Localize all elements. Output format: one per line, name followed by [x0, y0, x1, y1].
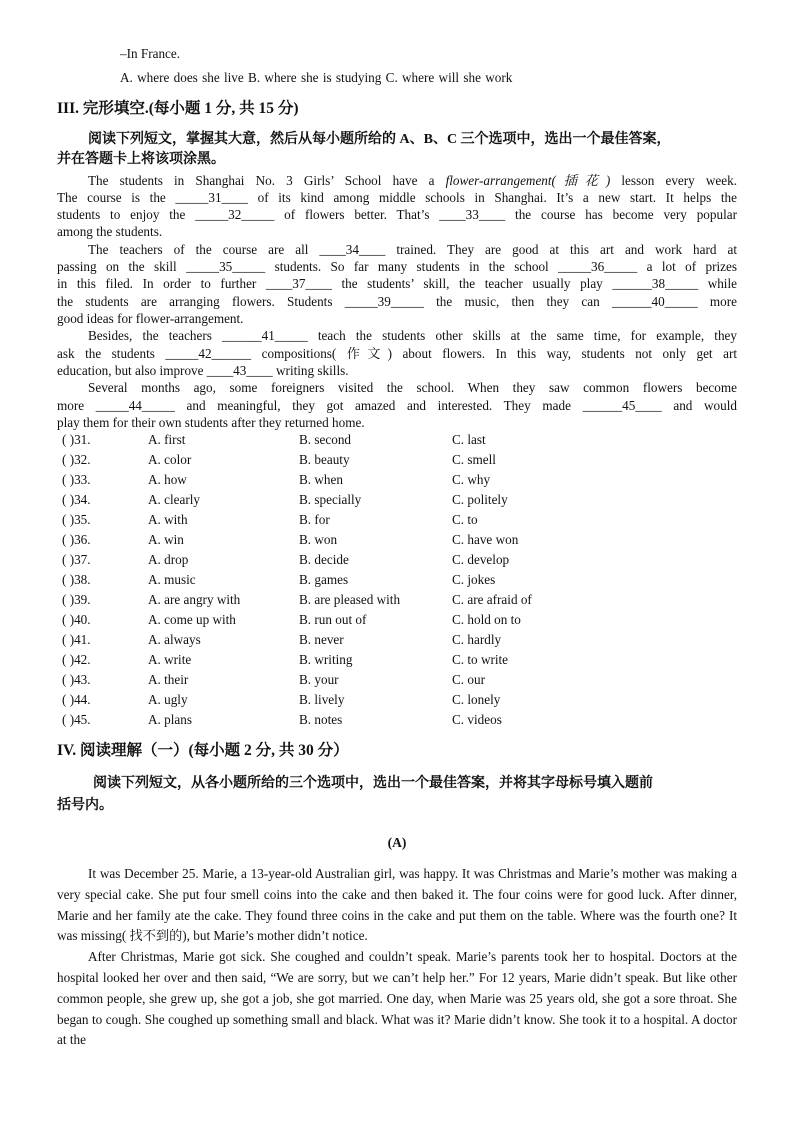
reading-passage	[57, 864, 737, 1051]
option-b: B. when	[299, 472, 343, 487]
option-c: C. have won	[452, 532, 519, 547]
question-row	[62, 490, 762, 510]
option-a: A. with	[148, 512, 188, 527]
option-b: B. run out of	[299, 612, 367, 627]
paragraph-2: After Christmas, Marie got sick. She coughed and couldn’t speak. Marie’s parents took her to hospital. Doctors at the hospital looked her over and then said, “We are sorry, but we can’t help her.” For 12 years, Marie didn’t speak. But like other common people, she grew up, she got a job, she got married. One day, when Marie was 25 years old, she got a sore throat. She began to cough. She coughed up something small and black. What was it? Marie didn’t know. She took it to a hospital. A doctor at the	[57, 949, 737, 1048]
option-c: C. last	[452, 432, 486, 447]
section-4-instruction-1: 阅读下列短文，从各小题所给的三个选项中，选出一个最佳答案，并将其字母标号填入题前	[93, 776, 653, 791]
option-c: C. our	[452, 672, 485, 687]
question-number[interactable]: ( )41.	[62, 632, 91, 647]
option-c: C. are afraid of	[452, 592, 532, 607]
passage-line: among the students.	[57, 224, 163, 239]
option-c: C. why	[452, 472, 491, 487]
option-c: C. hardly	[452, 632, 502, 647]
passage-italic-term: flower-arrangement(插花)	[445, 173, 611, 188]
question-row	[62, 690, 762, 710]
option-b: B. your	[299, 672, 339, 687]
question-row	[62, 510, 762, 530]
passage-line: Besides, the teachers ______41_____ teach the students other skills at the same time, for example, they	[88, 328, 737, 343]
option-a: A. ugly	[148, 692, 188, 707]
option-b: B. decide	[299, 552, 349, 567]
question-row	[62, 650, 762, 670]
option-a: A. are angry with	[148, 592, 241, 607]
option-c: C. develop	[452, 552, 510, 567]
question-number[interactable]: ( )42.	[62, 652, 91, 667]
option-a: A. come up with	[148, 612, 236, 627]
option-b: B. games	[299, 572, 349, 587]
passage-line: ask the students _____42______ compositions( 作文) about flowers. In this way, students not only get art	[57, 346, 737, 361]
question-number[interactable]: ( )36.	[62, 532, 91, 547]
question-number[interactable]: ( )37.	[62, 552, 91, 567]
passage-line: in this filed. In order to further ____37____ the students’ skill, the teacher usually play ______38_____ while	[57, 276, 737, 291]
option-a: A. clearly	[148, 492, 200, 507]
option-a: A. how	[148, 472, 187, 487]
paragraph-1: It was December 25. Marie, a 13-year-old Australian girl, was happy. It was Christmas and Marie’s mother was making a very special cake. She put four smell coins into the cake and then baked it. The four coins were for good luck. After dinner, Marie and her family ate the cake. They found three coins in the cake and put them on the table. Where was the fourth one? It was missing( 找不到的), but Marie’s mother didn’t notice.	[57, 866, 737, 944]
passage-line: The course is the _____31____ of its kind among middle schools in Shanghai. It’s a new start. It helps the	[57, 190, 737, 205]
passage-line: education, but also improve ____43____ writing skills.	[57, 363, 349, 378]
question-number[interactable]: ( )34.	[62, 492, 91, 507]
passage-text: lesson every week.	[610, 173, 738, 188]
option-c: C. videos	[452, 712, 502, 727]
question-number[interactable]: ( )38.	[62, 572, 91, 587]
question-row	[62, 710, 762, 730]
question-number[interactable]: ( )35.	[62, 512, 91, 527]
section-3-heading: III. 完形填空.(每小题 1 分, 共 15 分)	[57, 100, 299, 117]
passage-line: students to enjoy the _____32_____ of flowers better. That’s ____33____ the course has become very popular	[57, 207, 737, 222]
option-b: B. for	[299, 512, 330, 527]
question-row	[62, 670, 762, 690]
question-row	[62, 550, 762, 570]
section-3-instruction-1: 阅读下列短文，掌握其大意，然后从每小题所给的 A、B、C 三个选项中，选出一个最佳答案，	[88, 132, 671, 147]
option-b: B. notes	[299, 712, 343, 727]
option-c: C. lonely	[452, 692, 501, 707]
option-b: B. are pleased with	[299, 592, 401, 607]
passage-line: passing on the skill _____35_____ students. So far many students in the school _____36_____ a lot of prizes	[57, 259, 737, 274]
question-row	[62, 590, 762, 610]
passage-line: good ideas for flower-arrangement.	[57, 311, 244, 326]
question-row	[62, 470, 762, 490]
option-a: A. write	[148, 652, 192, 667]
option-b: B. never	[299, 632, 344, 647]
section-4-heading: IV. 阅读理解（一）(每小题 2 分, 共 30 分）	[57, 742, 349, 759]
option-a: A. color	[148, 452, 192, 467]
question-number[interactable]: ( )45.	[62, 712, 91, 727]
option-c: C. to	[452, 512, 478, 527]
option-a: A. drop	[148, 552, 189, 567]
passage-line: Several months ago, some foreigners visited the school. When they saw common flowers become	[88, 380, 737, 395]
option-a: A. their	[148, 672, 189, 687]
question-row	[62, 570, 762, 590]
question-number[interactable]: ( )33.	[62, 472, 91, 487]
passage-line	[88, 172, 737, 189]
passage-line: more _____44_____ and meaningful, they got amazed and interested. They made ______45____ and would	[57, 398, 737, 413]
question-number[interactable]: ( )32.	[62, 452, 91, 467]
option-c: C. politely	[452, 492, 508, 507]
section-3-instruction-2: 并在答题卡上将该项涂黑。	[57, 152, 225, 167]
passage-line: The teachers of the course are all ____34____ trained. They are good at this art and work hard at	[88, 242, 737, 257]
question-row	[62, 530, 762, 550]
question-number[interactable]: ( )44.	[62, 692, 91, 707]
option-b: B. specially	[299, 492, 362, 507]
option-a: A. first	[148, 432, 186, 447]
option-c: C. smell	[452, 452, 496, 467]
passage-line: the students are arranging flowers. Students _____39_____ the music, then they can ______40_____ more	[57, 294, 737, 309]
option-b: B. won	[299, 532, 338, 547]
option-a: A. win	[148, 532, 184, 547]
question-number[interactable]: ( )39.	[62, 592, 91, 607]
option-c: C. to write	[452, 652, 509, 667]
option-b: B. writing	[299, 652, 353, 667]
previous-answer-options: A. where does she live B. where she is studying C. where will she work	[120, 70, 513, 85]
question-number[interactable]: ( )31.	[62, 432, 91, 447]
question-row	[62, 430, 762, 450]
option-b: B. lively	[299, 692, 345, 707]
option-b: B. beauty	[299, 452, 350, 467]
question-row	[62, 610, 762, 630]
section-4-instruction-2: 括号内。	[57, 798, 113, 813]
option-c: C. hold on to	[452, 612, 521, 627]
passage-label: (A)	[387, 835, 407, 850]
option-a: A. always	[148, 632, 201, 647]
question-number[interactable]: ( )43.	[62, 672, 91, 687]
option-b: B. second	[299, 432, 352, 447]
passage-line: play them for their own students after they returned home.	[57, 415, 365, 430]
question-row	[62, 450, 762, 470]
question-number[interactable]: ( )40.	[62, 612, 91, 627]
option-a: A. plans	[148, 712, 192, 727]
previous-answer-line: –In France.	[120, 46, 181, 61]
passage-text: The students in Shanghai No. 3 Girls’ School have a	[88, 173, 446, 188]
question-row	[62, 630, 762, 650]
option-a: A. music	[148, 572, 196, 587]
option-c: C. jokes	[452, 572, 496, 587]
